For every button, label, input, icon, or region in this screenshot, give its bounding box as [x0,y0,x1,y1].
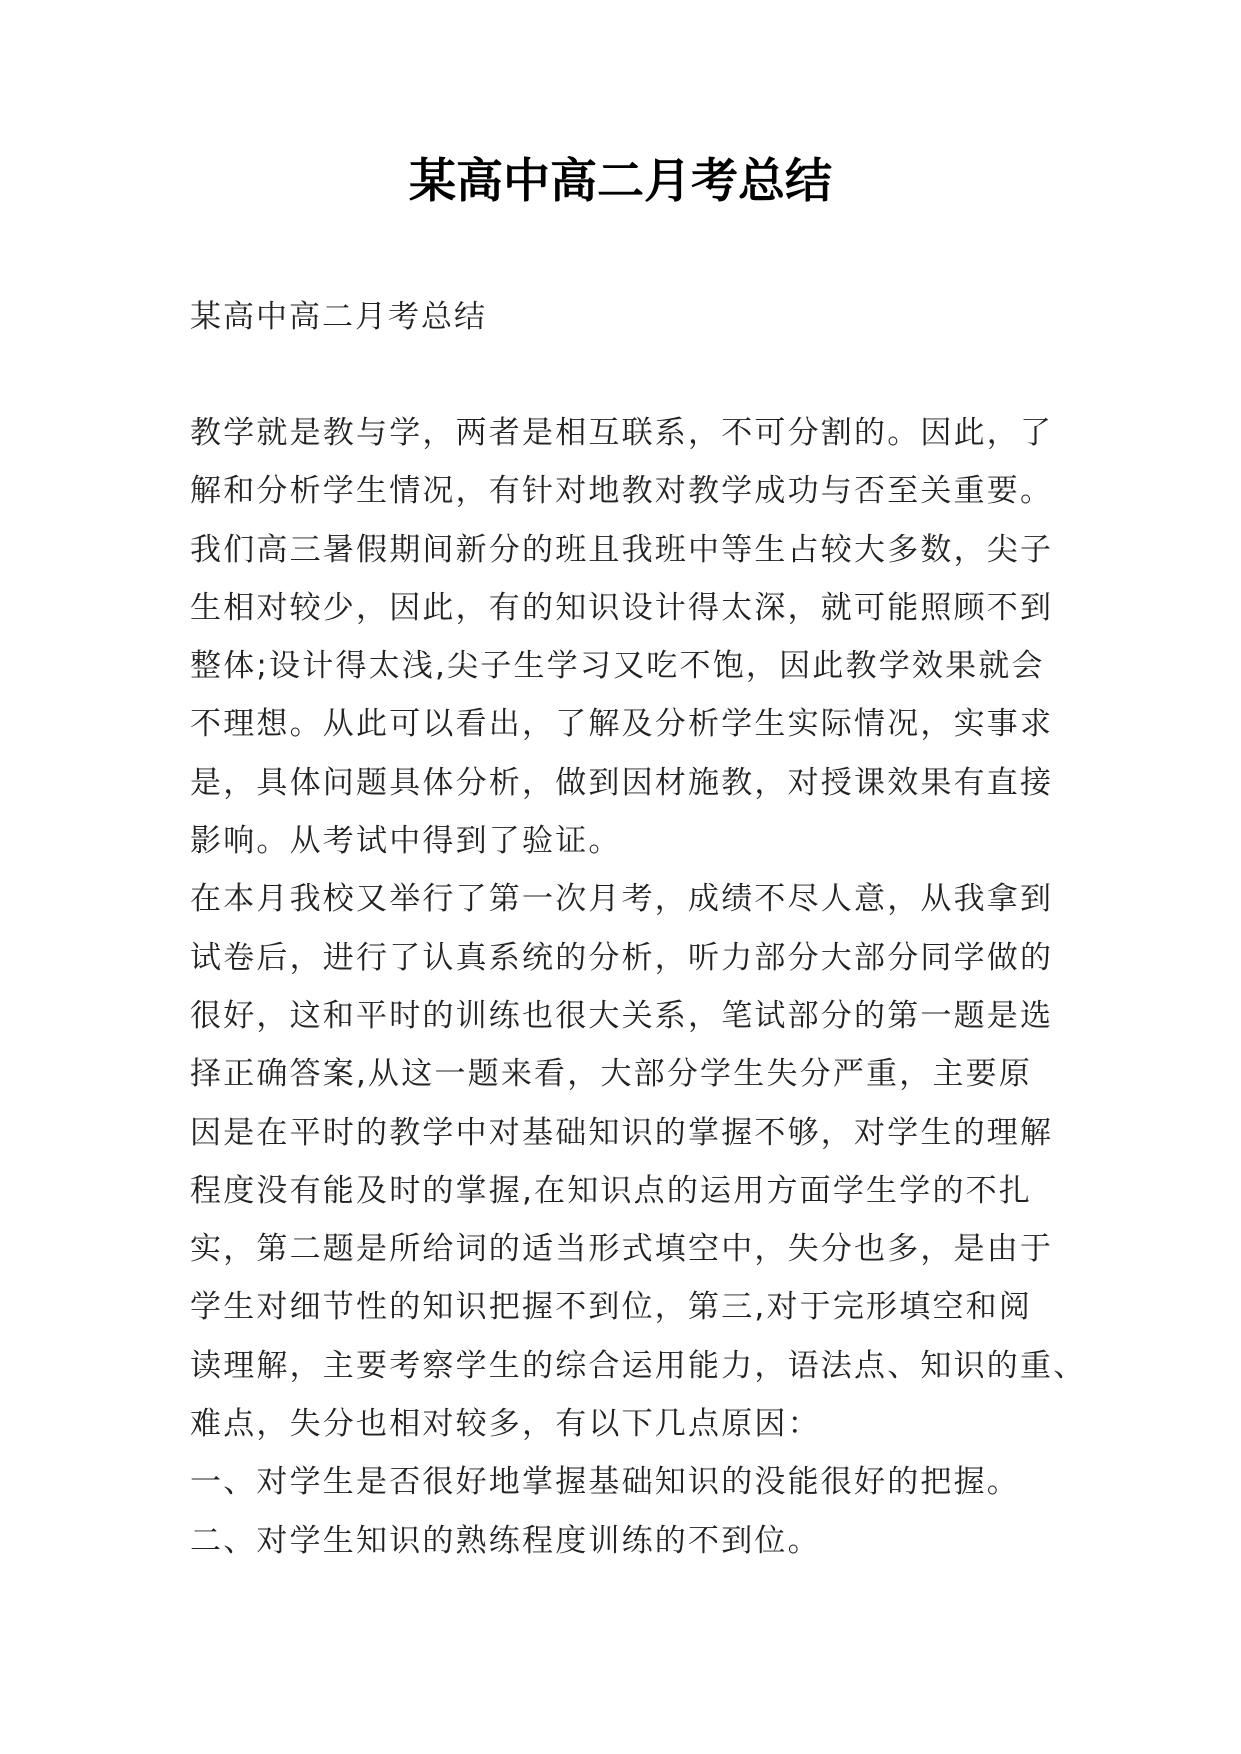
body-line: 解和分析学生情况，有针对地教对教学成功与否至关重要。 [190,473,1054,510]
body-line: 影响。从考试中得到了验证。 [190,823,622,860]
body-line: 在本月我校又举行了第一次月考，成绩不尽人意，从我拿到 [190,881,1054,918]
body-line: 一、对学生是否很好地掌握基础知识的没能很好的把握。 [190,1464,1020,1501]
body-line: 择正确答案,从这一题来看，大部分学生失分严重，主要原 [190,1056,1033,1093]
body-line: 生相对较少，因此，有的知识设计得太深，就可能照顾不到 [190,589,1054,626]
body-line: 读理解，主要考察学生的综合运用能力，语法点、知识的重、 [190,1347,1087,1384]
body-line: 整体;设计得太浅,尖子生学习又吃不饱，因此教学效果就会 [190,648,1045,685]
document-subtitle: 某高中高二月考总结 [190,299,487,335]
document-title: 某高中高二月考总结 [409,154,832,209]
body-line: 难点，失分也相对较多，有以下几点原因： [190,1406,821,1443]
body-line: 教学就是教与学，两者是相互联系，不可分割的。因此，了 [190,415,1054,451]
body-line: 很好，这和平时的训练也很大关系，笔试部分的第一题是选 [190,997,1054,1034]
body-line: 我们高三暑假期间新分的班且我班中等生占较大多数，尖子 [190,531,1054,568]
body-line: 试卷后，进行了认真系统的分析，听力部分大部分同学做的 [190,939,1054,976]
body-line: 学生对细节性的知识把握不到位，第三,对于完形填空和阅 [190,1289,1033,1326]
body-line: 实，第二题是所给词的适当形式填空中，失分也多，是由于 [190,1231,1054,1268]
document-body [190,404,1087,1570]
body-line: 二、对学生知识的熟练程度训练的不到位。 [190,1522,821,1559]
body-line: 因是在平时的教学中对基础知识的掌握不够，对学生的理解 [190,1114,1054,1151]
body-line: 程度没有能及时的掌握,在知识点的运用方面学生学的不扎 [190,1172,1033,1209]
body-line: 是，具体问题具体分析，做到因材施教，对授课效果有直接 [190,764,1054,801]
body-line: 不理想。从此可以看出，了解及分析学生实际情况，实事求 [190,706,1054,743]
